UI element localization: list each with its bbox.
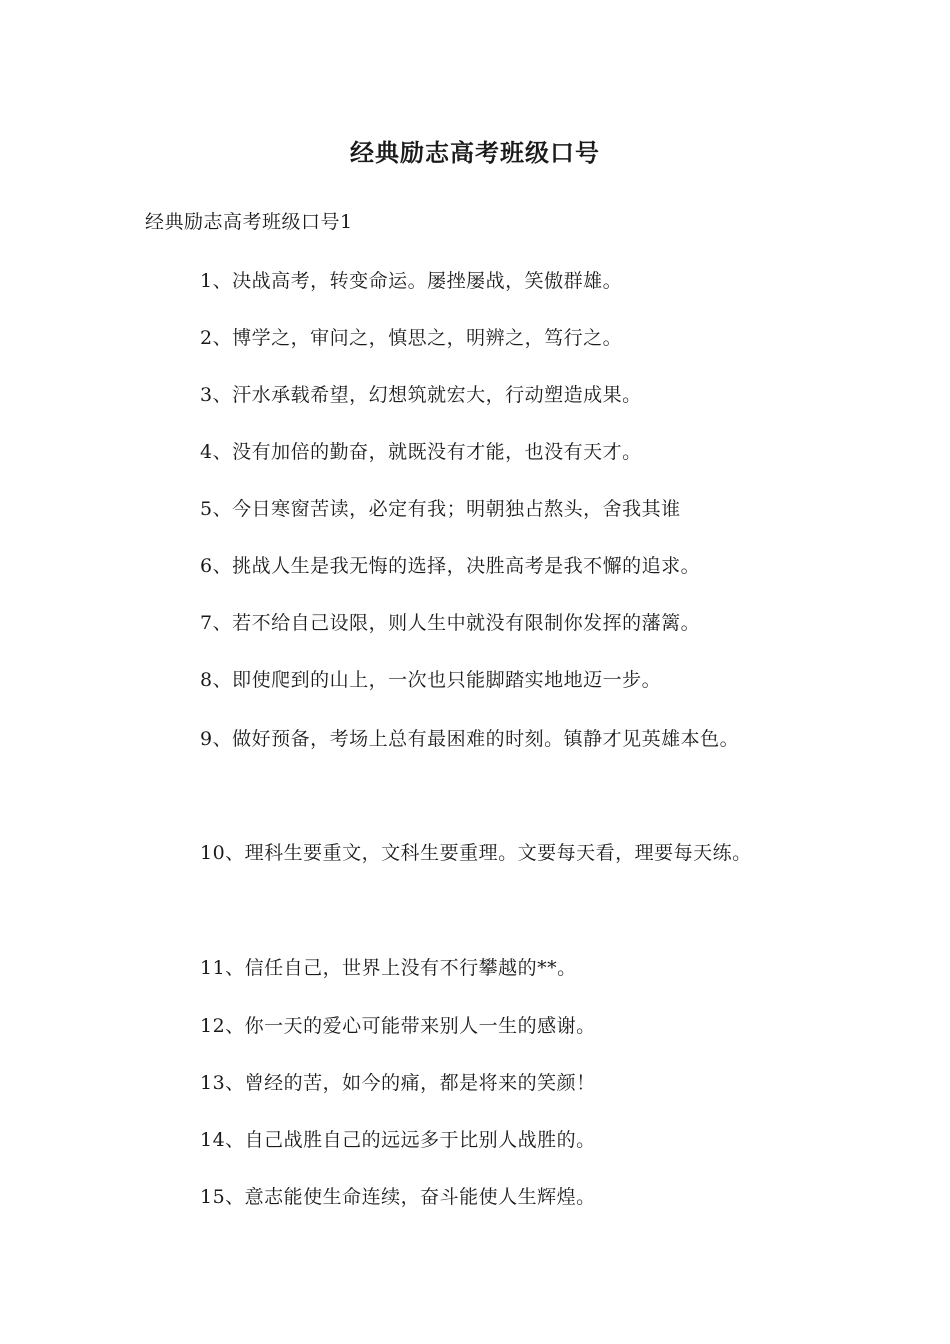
slogan-line: 1、决战高考，转变命运。屡挫屡战，笑傲群雄。 <box>200 270 623 292</box>
slogan-line: 2、博学之，审问之，慎思之，明辨之，笃行之。 <box>200 327 623 349</box>
slogan-line: 6、挑战人生是我无悔的选择，决胜高考是我不懈的追求。 <box>200 555 701 577</box>
slogan-line: 3、汗水承载希望，幻想筑就宏大，行动塑造成果。 <box>200 384 642 406</box>
slogan-line: 7、若不给自己设限，则人生中就没有限制你发挥的藩篱。 <box>200 612 701 634</box>
slogan-line: 13、曾经的苦，如今的痛，都是将来的笑颜！ <box>200 1072 596 1094</box>
slogan-line: 10、理科生要重文，文科生要重理。文要每天看，理要每天练。 <box>200 842 752 864</box>
slogan-line: 11、信任自己，世界上没有不行攀越的**。 <box>200 957 577 979</box>
slogan-line: 4、没有加倍的勤奋，就既没有才能，也没有天才。 <box>200 441 642 463</box>
document-title: 经典励志高考班级口号 <box>350 138 600 167</box>
slogan-line: 5、今日寒窗苦读，必定有我；明朝独占熬头，舍我其谁 <box>200 498 681 520</box>
slogan-line: 15、意志能使生命连续，奋斗能使人生辉煌。 <box>200 1186 596 1208</box>
slogan-line: 14、自己战胜自己的远远多于比别人战胜的。 <box>200 1129 596 1151</box>
slogan-line: 12、你一天的爱心可能带来别人一生的感谢。 <box>200 1015 596 1037</box>
section-heading: 经典励志高考班级口号1 <box>145 211 353 233</box>
slogan-line: 8、即使爬到的山上，一次也只能脚踏实地地迈一步。 <box>200 669 662 691</box>
slogan-line: 9、做好预备，考场上总有最困难的时刻。镇静才见英雄本色。 <box>200 728 740 750</box>
